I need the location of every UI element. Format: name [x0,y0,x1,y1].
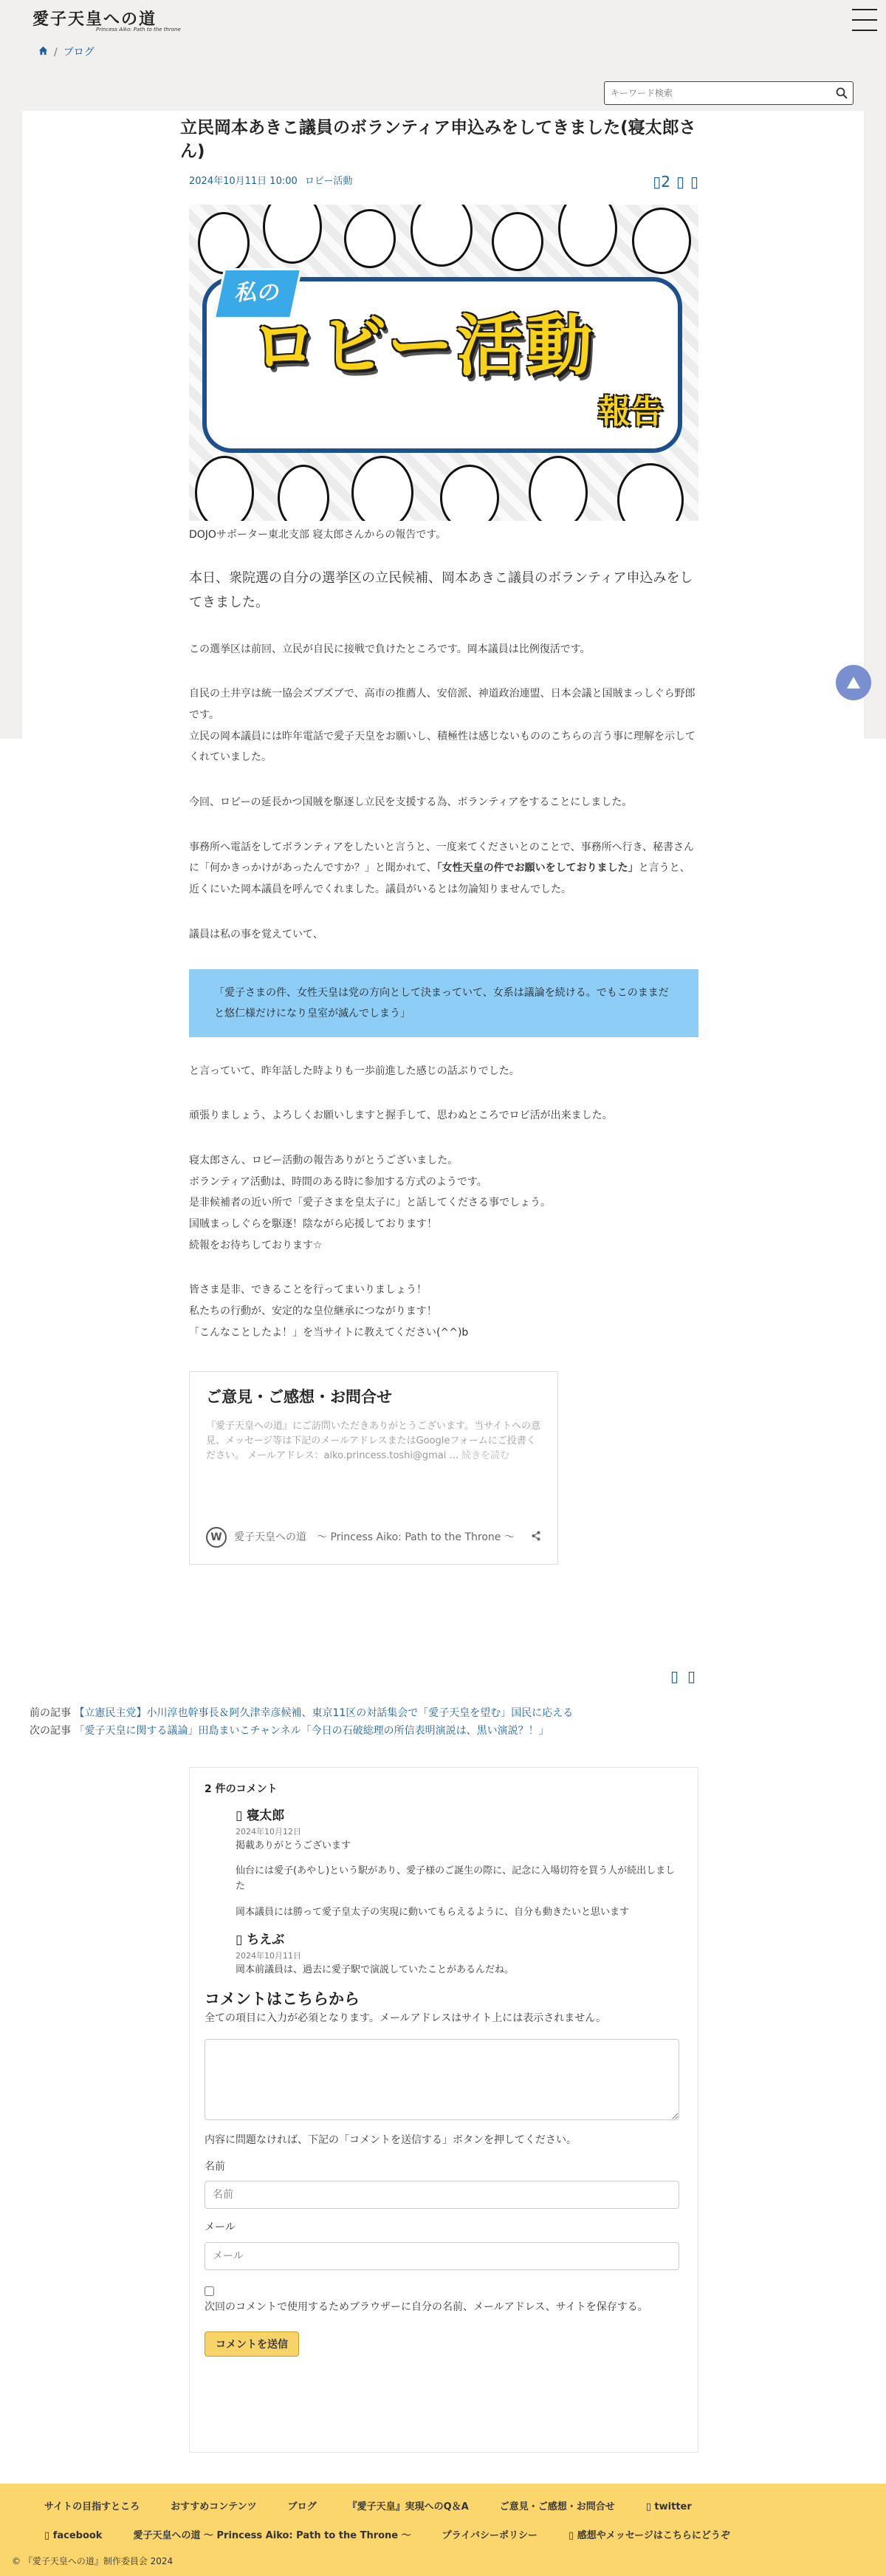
footer-link[interactable]: 『愛子天皇』実現へのQ＆A [347,2501,469,2512]
article-meta-row [189,168,698,196]
comment-form-note: 全ての項目に入力が必須となります。メールアドレスはサイト上には表示されません。 [205,2012,607,2025]
user-icon: ▯ [236,1808,243,1823]
article-emphasis: 「女性天皇の件でお願いをしておりました」 [436,862,639,875]
hero-face [558,205,617,267]
contact-card-site-name: 愛子天皇への道 〜 Princess Aiko: Path to the Throne 〜 [234,1531,515,1543]
hero-face [351,456,413,521]
hero-face [617,463,684,521]
comment-date: 2024年10月11日 [236,1951,301,1961]
hero-face [278,465,329,521]
footer-link-label: facebook [52,2529,103,2541]
comment-form-title: コメントはこちらから [205,1989,360,2008]
contact-card-footer [206,1527,541,1548]
comment-author [236,1807,683,1826]
menu-icon[interactable] [852,9,877,31]
menu-bar [852,30,877,31]
hero-image [189,205,698,521]
article-quote: 「愛子さまの件、女性天皇は党の方向として決まっていて、女系は議論を続ける。でもこのままだと悠仁様だけになり皇室が滅んでしまう」 [189,969,698,1037]
article-paragraph: 今回、ロビーの延長かつ国賊を駆逐し立民を支援する為、ボランティアをすることにしました。 [189,796,633,809]
prev-post [30,1705,573,1723]
post-navigation [30,1705,573,1740]
contact-embed-card[interactable] [189,1371,558,1565]
comment-text: 岡本議員には勝って愛子皇太子の実現に動いてもらえるように、自分も動きたいと思います [236,1907,630,1919]
hero-panel [202,277,682,453]
article-paragraph: と言っていて、昨年話した時よりも一歩前進した感じの話ぶりでした。 [189,1065,520,1077]
comments-heading: 2 件のコメント [205,1783,278,1795]
next-post [30,1723,573,1740]
comment-date: 2024年10月12日 [236,1827,301,1837]
hero-main-text: ロビー活動 [251,307,596,386]
search-input[interactable] [605,83,831,103]
hero-face [632,208,691,274]
article-line: ボランティア活動は、時間のある時に参加する方式のようです。 [189,1175,487,1188]
article-line: 皆さま是非、できることを行ってまいりましょう！ [189,1284,427,1296]
hero-face [529,456,588,521]
contact-card-description [206,1419,541,1463]
comment-count: 2 [661,173,670,191]
article-actions [653,168,698,196]
scroll-to-top-button[interactable] [836,665,871,700]
article-paragraph [189,837,698,901]
article-date: 2024年10月11日 10:00 [189,176,298,188]
hero-face [344,209,396,268]
twitter-share-icon[interactable]: ▯ [670,1667,679,1685]
breadcrumb [38,43,95,63]
article-paragraph [189,1280,698,1343]
hero-caption: DOJOサポーター東北支部 寝太郎さんからの報告です。 [189,529,447,541]
wordpress-icon: W [206,1527,227,1548]
footer-link-label: 感想やメッセージはこちらにどうぞ [577,2529,730,2541]
comment-text: 掲載ありがとうございます [236,1839,351,1851]
footer-link[interactable]: ご意見・ご感想・お問合せ [499,2501,615,2512]
comment-text: 岡本前議員は、過去に愛子駅で演説していたことがあるんだね。 [236,1964,515,1975]
site-footer [0,2484,886,2576]
hero-face [411,205,473,267]
arrow-up-icon [846,676,861,689]
home-icon[interactable] [38,43,48,63]
article-line: 立民の岡本議員には昨年電話で愛子天皇をお願いし、積極性は感じないもののこちらの言う事に理解を示してくれていました。 [189,730,696,764]
comment-author [236,1931,683,1950]
article-line: 是非候補者の近い所で「愛子さまを皇太子に」と話してくださる事でしょう。 [189,1197,551,1209]
user-icon: ▯ [236,1932,243,1947]
footer-link-twitter[interactable]: ▯ twitter [645,2501,692,2512]
next-post-label: 次の記事 [30,1724,71,1737]
article-line: 私たちの行動が、安定的な皇位継承につながります！ [189,1305,437,1318]
hero-face [195,456,254,521]
article-line: 続報をお待ちしております☆ [189,1239,323,1251]
next-post-link[interactable]: 「愛子天皇に関する議論」田島まいこチャンネル「今日の石破総理の所信表明演説は、黒い演説？！」 [74,1724,549,1737]
twitter-share-icon[interactable]: ▯ [676,173,684,191]
site-header [0,0,886,44]
contact-card-desc-text: 『愛子天皇への道』にご訪問いただきありがとうございます。当サイトへの意見、メッセージ等は下記のメールアドレスまたはGoogleフォームにご投書ください。 メールアドレス：aiko.princess.toshi@gmai ... [206,1420,541,1462]
comment-author-name: ちえぶ [247,1932,285,1947]
article-line: 国賊まっしぐらを駆逐！陰ながら応援しております！ [189,1217,437,1230]
article-title: 立民岡本あきこ議員のボランティア申込みをしてきました(寝太郎さん) [180,118,696,161]
comment-text: 仙台には愛子(あやし)という駅があり、愛子様のご誕生の際に、記念に入場切符を買う人が続出しました [236,1865,676,1893]
menu-bar [852,19,877,21]
contact-card-title[interactable]: ご意見・ご感想・お問合せ [206,1388,392,1407]
footer-link[interactable]: 愛子天皇への道 〜 Princess Aiko: Path to the Throne 〜 [133,2529,411,2541]
menu-bar [852,9,877,10]
email-label: メール [205,2221,236,2234]
comment [236,1931,683,1978]
breadcrumb-blog[interactable]: ブログ [63,47,95,58]
save-info-checkbox[interactable] [205,2286,214,2296]
name-field[interactable] [205,2181,679,2209]
save-info-label: 次回のコメントで使用するためブラウザーに自分の名前、メールアドレス、サイトを保存する。 [205,2300,648,2313]
comment [236,1807,683,1921]
hero-face [492,212,543,271]
share-icon[interactable] [531,1527,541,1548]
article-line: 寝太郎さん、ロビー活動の報告ありがとうございました。 [189,1154,459,1166]
article-paragraph: この選挙区は前回、立民が自民に接戦で負けたところです。岡本議員は比例復活です。 [189,643,591,655]
hero-face [198,212,250,274]
footer-link-label: twitter [654,2501,692,2512]
hero-watashi-label: 私の [213,268,303,319]
facebook-share-icon[interactable]: ▯ [690,173,698,191]
article-body [189,566,698,1343]
comments-section [189,1767,698,2453]
footer-link-message[interactable]: ▯ 感想やメッセージはこちらにどうぞ [569,2529,730,2541]
copyright: © 『愛子天皇への道』制作委員会 2024 [12,2556,174,2567]
comment-icon[interactable]: ▯2 [653,173,670,191]
article-paragraph: 議員は私の事を覚えていて、 [189,928,323,940]
footer-links [0,2484,738,2545]
article-paragraph: 頑張りましょう、よろしくお願いしますと握手して、思わぬところでロビ活が出来ました。 [189,1110,613,1122]
article-meta [189,173,357,191]
footer-link[interactable]: ブログ [287,2501,317,2512]
hero-sub-text: 報告 [598,392,663,431]
comment-textarea[interactable] [205,2039,679,2120]
article-lead: 本日、衆院選の自分の選挙区の立民候補、岡本あきこ議員のボランティア申込みをしてきました。 [189,570,693,611]
email-field[interactable] [205,2242,679,2270]
bottom-share-icons [670,1662,696,1690]
read-more-link[interactable]: 続きを読む [461,1450,510,1462]
footer-link-facebook[interactable]: ▯ facebook [44,2529,103,2541]
submit-comment-button[interactable]: コメントを送信 [205,2331,299,2357]
breadcrumb-separator: / [54,47,58,58]
search-icon[interactable] [831,82,853,104]
footer-link[interactable]: おすすめコンテンツ [171,2501,257,2512]
footer-link[interactable]: プライバシーポリシー [442,2529,538,2541]
article-line: 自民の土井亨は統一協会ズブズブで、高市の推薦人、安倍派、神道政治連盟、日本会議と国賊まっしぐら野郎です。 [189,688,696,722]
article-paragraph [189,683,698,768]
save-info-consent[interactable] [205,2286,683,2315]
search-form [604,81,854,105]
name-label: 名前 [205,2160,225,2173]
article-line: 「こんなことしたよ！」を当サイトに教えてください(^^)b [189,1326,469,1339]
facebook-share-icon[interactable]: ▯ [687,1667,696,1685]
hero-face [263,205,322,264]
comment-form-confirm: 内容に問題なければ、下記の「コメントを送信する」ボタンを押してください。 [205,2133,577,2146]
comment-author-name: 寝太郎 [247,1808,285,1823]
footer-link[interactable]: サイトの目指すところ [44,2501,140,2512]
prev-post-link[interactable]: 【立憲民主党】小川淳也幹事長＆阿久津幸彦候補、東京11区の対話集会で「愛子天皇を望む」国民に応える [74,1707,574,1719]
article-text: と言うと、近くにいた岡本議員を呼んでくれました。議員がいるとは勿論知りませんでした。 [189,862,690,896]
site-logo[interactable]: 愛子天皇への道 [32,10,157,29]
article-text: 事務所へ電話をしてボランティアをしたいと言うと、一度来てくださいとのことで、事務所へ行き、秘書さんに「何かきっかけがあったんですか？」と聞かれて、 [189,841,695,875]
site-logo-subtitle: Princess Aiko: Path to the throne [96,27,181,33]
article-category[interactable]: ロビー活動 [304,176,353,188]
prev-post-label: 前の記事 [30,1707,71,1719]
hero-face [440,465,499,521]
article-paragraph [189,1150,698,1256]
article [167,111,698,1565]
